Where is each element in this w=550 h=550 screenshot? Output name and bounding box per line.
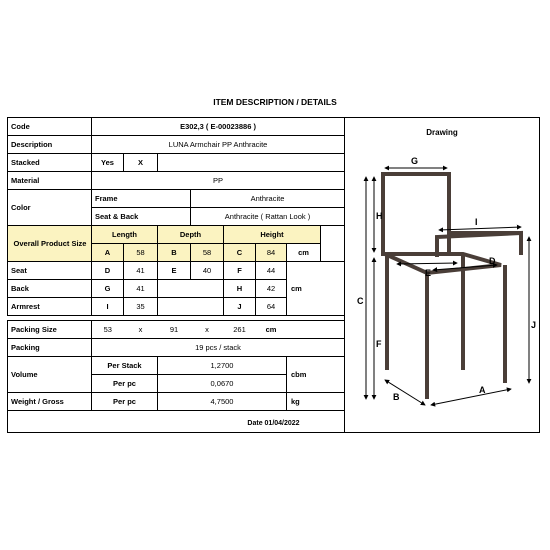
label-per-stack: Per Stack (92, 357, 158, 375)
value-weight: 4,7500 (158, 393, 287, 411)
label-seat-back: Seat & Back (92, 208, 191, 226)
dim-value-j: 64 (256, 298, 287, 316)
letter-a: A (479, 385, 486, 395)
dim-value-h: 42 (256, 280, 287, 298)
dim-i (439, 227, 521, 230)
packing-unit: cm (256, 321, 287, 339)
value-material: PP (92, 172, 345, 190)
dim-letter-d: D (92, 262, 124, 280)
letter-f: F (376, 339, 382, 349)
dim-letter-j: J (224, 298, 256, 316)
dim-letter-g: G (92, 280, 124, 298)
dim-unit-overall: cm (287, 244, 321, 262)
chair-backrest (383, 174, 449, 254)
stacked-mark: X (124, 154, 158, 172)
label-seat: Seat (8, 262, 92, 280)
dim-letter-a: A (92, 244, 124, 262)
label-material: Material (8, 172, 92, 190)
dim-letter-b: B (158, 244, 191, 262)
packing-height: 261 (224, 321, 256, 339)
label-weight-per-pc: Per pc (92, 393, 158, 411)
dim-unit: cm (287, 262, 345, 316)
label-packing: Packing (8, 339, 92, 357)
dim-a (431, 389, 511, 405)
dim-b (385, 380, 425, 405)
date-text: Date 01/04/2022 (8, 411, 540, 433)
letter-b: B (393, 392, 400, 402)
value-per-stack: 1,2700 (158, 357, 287, 375)
header-length: Length (92, 226, 158, 244)
label-volume: Volume (8, 357, 92, 393)
spec-table (7, 117, 540, 433)
row-code (8, 118, 540, 136)
letter-c: C (357, 296, 364, 306)
volume-unit: cbm (287, 357, 345, 393)
packing-width: 91 (158, 321, 191, 339)
label-frame: Frame (92, 190, 191, 208)
packing-x2: x (191, 321, 224, 339)
letter-h: H (376, 211, 383, 221)
value-frame: Anthracite (191, 190, 345, 208)
chair-drawing (345, 137, 540, 422)
label-description: Description (8, 136, 92, 154)
label-weight: Weight / Gross (8, 393, 92, 411)
stacked-yes: Yes (92, 154, 124, 172)
label-volume-per-pc: Per pc (92, 375, 158, 393)
dim-letter-f: F (224, 262, 256, 280)
value-seat-back: Anthracite ( Rattan Look ) (191, 208, 345, 226)
label-stacked: Stacked (8, 154, 92, 172)
drawing-title: Drawing (426, 128, 458, 137)
drawing-cell (345, 118, 540, 433)
letter-j: J (531, 320, 537, 330)
dim-value-a: 58 (124, 244, 158, 262)
label-packing-size: Packing Size (8, 321, 92, 339)
document-title: ITEM DESCRIPTION / DETAILS (213, 97, 337, 107)
dim-letter-c: C (224, 244, 256, 262)
dim-letter-i: I (92, 298, 124, 316)
dim-value-e: 40 (191, 262, 224, 280)
dim-value-b: 58 (191, 244, 224, 262)
overall-blank (321, 226, 345, 262)
back-blank (158, 280, 224, 298)
packing-size-blank (287, 321, 345, 339)
dim-value-d: 41 (124, 262, 158, 280)
header-depth: Depth (158, 226, 224, 244)
dim-value-g: 41 (124, 280, 158, 298)
value-volume-per-pc: 0,0670 (158, 375, 287, 393)
dim-letter-h: H (224, 280, 256, 298)
dim-value-c: 84 (256, 244, 287, 262)
letter-e: E (425, 268, 432, 278)
packing-x1: x (124, 321, 158, 339)
packing-length: 53 (92, 321, 124, 339)
weight-unit: kg (287, 393, 345, 411)
dim-letter-e: E (158, 262, 191, 280)
value-packing: 19 pcs / stack (92, 339, 345, 357)
chair-frame (383, 174, 521, 399)
stacked-blank (158, 154, 345, 172)
label-back: Back (8, 280, 92, 298)
letter-g: G (411, 156, 419, 166)
label-color: Color (8, 190, 92, 226)
letter-i: I (475, 217, 478, 227)
value-description: LUNA Armchair PP Anthracite (92, 136, 345, 154)
header-height: Height (224, 226, 321, 244)
label-armrest: Armrest (8, 298, 92, 316)
value-code: E302,3 ( E-00023886 ) (92, 118, 345, 136)
dim-value-i: 35 (124, 298, 158, 316)
label-code: Code (8, 118, 92, 136)
dim-value-f: 44 (256, 262, 287, 280)
letter-d: D (489, 256, 496, 266)
armrest-blank (158, 298, 224, 316)
label-overall-size: Overall Product Size (8, 226, 92, 262)
